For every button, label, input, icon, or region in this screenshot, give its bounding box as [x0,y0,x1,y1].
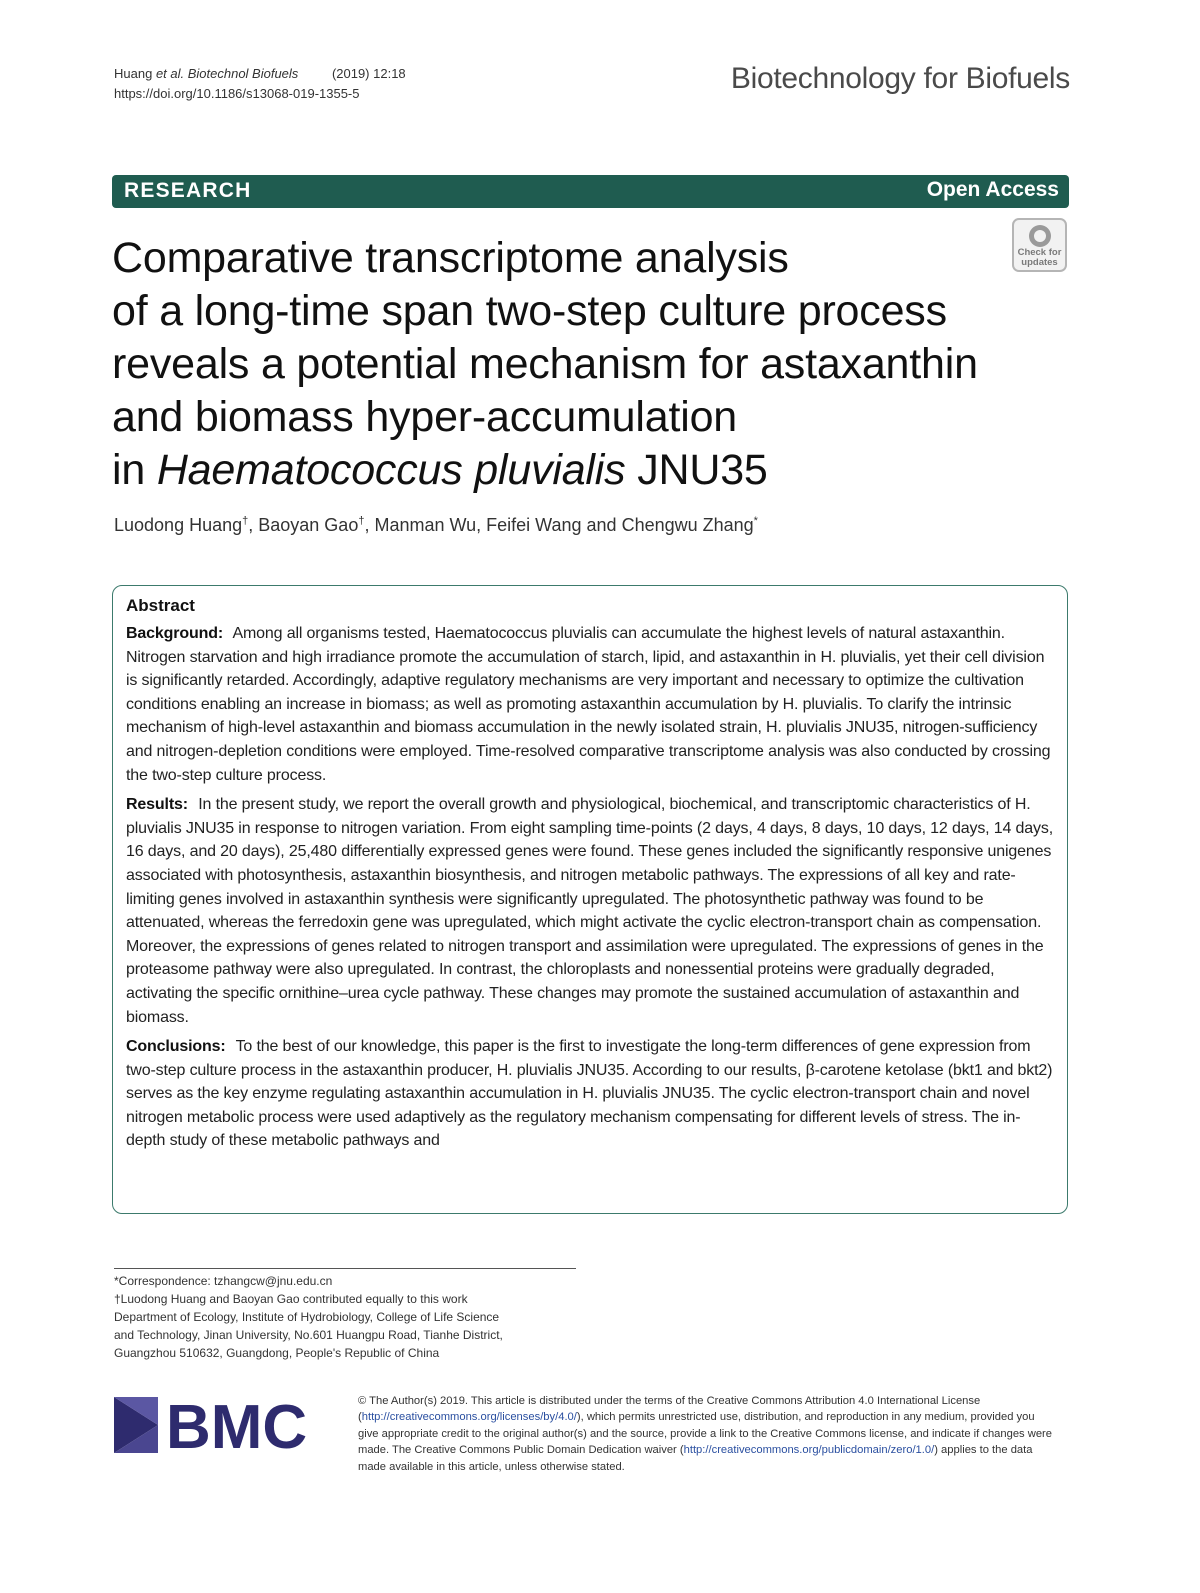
abstract-heading: Abstract [126,596,195,615]
update-badge-line2: updates [1021,257,1058,268]
public-domain-link[interactable]: http://creativecommons.org/publicdomain/zero/1.0/ [683,1444,935,1457]
equal-contribution-note: †Luodong Huang and Baoyan Gao contributed equally to this work [114,1292,468,1306]
author-names[interactable]: , Manman Wu, Feifei Wang and Chengwu Zhang [364,515,754,535]
article-type-label: RESEARCH [124,179,252,202]
abstract-conclusions [126,1035,1056,1153]
citation-journal: et al. Biotechnol Biofuels [155,66,299,81]
open-access-label: Open Access [926,178,1059,201]
title-line-suffix: JNU35 [625,446,768,494]
author-list [114,508,758,538]
equal-contribution-mark: † [358,515,365,527]
abstract-box [112,585,1068,1214]
license-text: ) applies to the data made available in this article, unless otherwise stated. [358,1444,1033,1473]
crossmark-icon [1029,225,1051,247]
conclusions-text: To the best of our knowledge, this paper is the first to investigate the long-term differences of gene expression from two-step culture process in the astaxanthin producer, H. pluvialis JNU35. According to our results, β-carotene ketolase (bkt1 and bkt2) serves as the key enzyme regulating astaxanthin accumulation in H. pluvialis JNU35. The cyclic electron-transport chain and novel nitrogen metabolic process were used adaptively as the regulatory mechanism compensating for different levels of stress. The in-depth study of these metabolic pathways and [126,1038,1053,1150]
corresponding-author-mark: * [753,515,758,527]
doi-link[interactable]: https://doi.org/10.1186/s13068-019-1355-5 [114,86,360,101]
bmc-logo [114,1393,330,1457]
affiliation-line: Department of Ecology, Institute of Hydrobiology, College of Life Science [114,1310,500,1324]
affiliation-line: and Technology, Jinan University, No.601 Huangpu Road, Tianhe District, [114,1328,503,1342]
citation-line [114,64,406,84]
citation-author: Huang [114,66,153,81]
title-line: Comparative transcriptome analysis [112,234,789,282]
title-line-prefix: in [112,446,157,494]
correspondence-note[interactable]: *Correspondence: tzhangcw@jnu.edu.cn [114,1274,333,1288]
license-text: © The Author(s) 2019. This article is distributed under the terms of the Creative Commons Attribution 4.0 International License ( [358,1395,981,1424]
license-statement [358,1393,1058,1475]
article-title [112,232,1032,497]
abstract-results [126,793,1056,1029]
title-line: and biomass hyper-accumulation [112,393,737,441]
footnotes [114,1272,584,1362]
conclusions-label: Conclusions: [126,1038,226,1056]
article-type-banner [112,175,1069,208]
author-name[interactable]: Luodong Huang [114,515,243,535]
equal-contribution-mark: † [242,515,249,527]
background-text: Among all organisms tested, Haematococcus pluvialis can accumulate the highest levels of natural astaxanthin. Nitrogen starvation and high irradiance promote the accumulation of starch, lipid, and astaxanthin in H. pluvialis, yet their cell division is significantly retarded. Accordingly, adaptive regulatory mechanisms are very important and necessary to optimize the cultivation conditions enabling an increase in biomass; as well as promoting astaxanthin accumulation by H. pluvialis. To clarify the intrinsic mechanism of high-level astaxanthin and biomass accumulation in the newly isolated strain, H. pluvialis JNU35, nitrogen-sufficiency and nitrogen-depletion conditions were employed. Time-resolved comparative transcriptome analysis was also conducted by crossing the two-step culture process. [126,625,1051,784]
results-text: In the present study, we report the overall growth and physiological, biochemical, and transcriptomic characteristics of H. pluvialis JNU35 in response to nitrogen variation. From eight sampling time-points (2 days, 4 days, 8 days, 10 days, 12 days, 14 days, 16 days, and 20 days), 25,480 differentially expressed genes were found. These genes included the significantly responsive unigenes associated with photosynthesis, astaxanthin biosynthesis, and nitrogen metabolic pathways. The expressions of all key and rate-limiting genes involved in astaxanthin synthesis were significantly upregulated. The photosynthetic pathway was found to be attenuated, whereas the ferredoxin gene was upregulated, which might activate the cyclic electron-transport chain as compensation. Moreover, the expressions of genes related to nitrogen transport and assimilation were upregulated. The expressions of genes in the proteasome pathway were also upregulated. In contrast, the chloroplasts and nonessential proteins were gradually degraded, activating the specific ornithine–urea cycle pathway. These changes may promote the sustained accumulation of astaxanthin and biomass. [126,796,1054,1026]
citation-volume: (2019) 12:18 [331,66,406,81]
footnote-divider [114,1268,576,1269]
results-label: Results: [126,796,188,814]
background-label: Background: [126,625,224,642]
author-name[interactable]: , Baoyan Gao [248,515,359,535]
affiliation-line: Guangzhou 510632, Guangdong, People's Republic of China [114,1346,440,1360]
update-badge-line1: Check for [1017,247,1062,258]
license-text: ), which permits unrestricted use, distribution, and reproduction in any medium, provided you give appropriate credit to the original author(s) and the source, provide a link to the Creative Commons license, and indicate if changes were made. The Creative Commons Public Domain Dedication waiver ( [358,1411,1053,1457]
title-line: reveals a potential mechanism for astaxanthin [112,340,978,388]
article-citation [114,64,406,104]
journal-name: Biotechnology for Biofuels [730,62,1070,95]
abstract-background [126,622,1056,787]
license-link[interactable]: http://creativecommons.org/licenses/by/4.0/ [361,1411,577,1424]
title-line: of a long-time span two-step culture process [112,287,947,335]
title-species: Haematococcus pluvialis [156,446,626,494]
bmc-logo-text: BMC [166,1393,308,1457]
